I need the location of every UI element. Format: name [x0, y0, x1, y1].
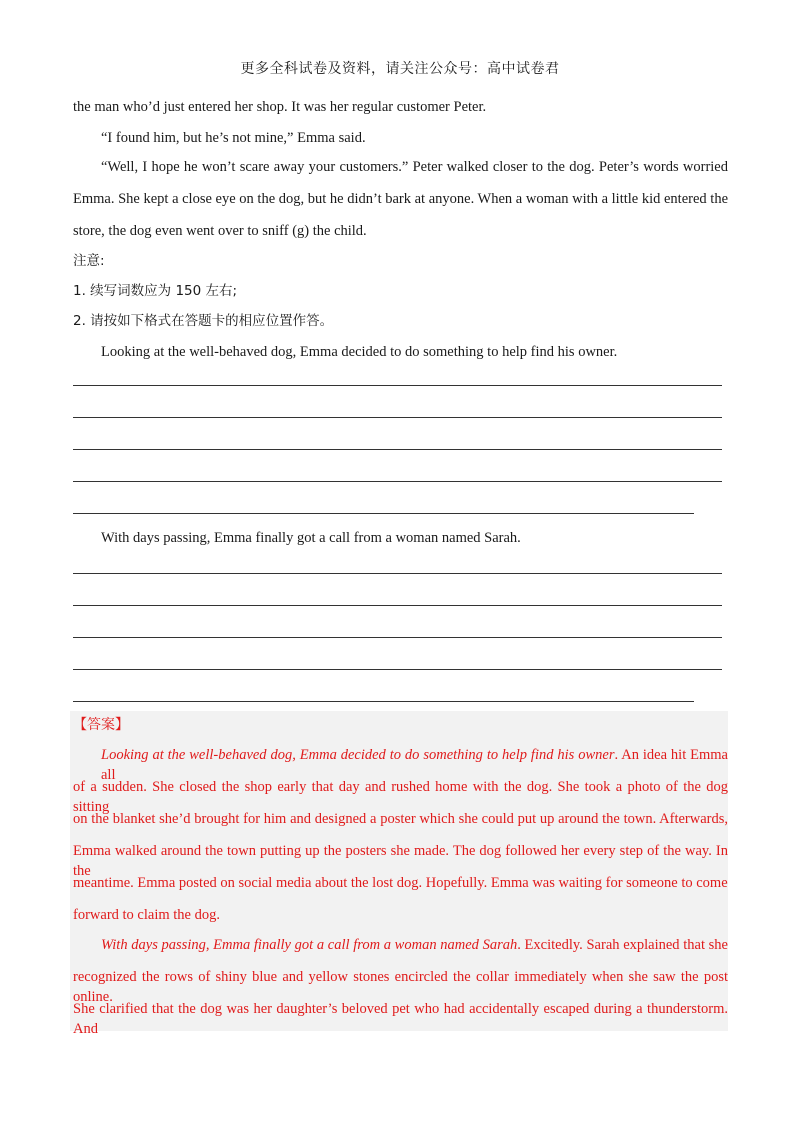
answer-line-text: on the blanket she’d brought for him and designed a poster which she could put up around the town. Afterwards,: [73, 811, 728, 827]
notes-item: 2. 请按如下格式在答题卡的相应位置作答。: [73, 313, 334, 329]
answer-label: 【答案】: [73, 717, 129, 733]
answer-line-text: [101, 935, 728, 955]
passage-line: “I found him, but he’s not mine,” Emma said.: [101, 130, 366, 146]
answer-line: [73, 573, 722, 574]
answer-line-text: of a sudden. She closed the shop early that day and rushed home with the dog. She took a photo of the dog sitting: [73, 779, 728, 815]
notes-item: 1. 续写词数应为 150 左右;: [73, 283, 238, 299]
answer-line-text: recognized the rows of shiny blue and yellow stones encircled the collar immediately when she saw the post online.: [73, 969, 728, 1005]
passage-line: Emma. She kept a close eye on the dog, but he didn’t bark at anyone. When a woman with a little kid entered the: [73, 191, 728, 207]
prompt-paragraph-2: With days passing, Emma finally got a call from a woman named Sarah.: [101, 530, 521, 546]
answer-text: . An idea hit Emma all: [101, 747, 728, 783]
answer-line: [73, 701, 694, 702]
answer-line: [73, 637, 722, 638]
answer-line: [73, 513, 694, 514]
passage-line: the man who’d just entered her shop. It was her regular customer Peter.: [73, 99, 487, 115]
answer-line: [73, 669, 722, 670]
passage-line: store, the dog even went over to sniff (g) the child.: [73, 223, 367, 239]
answer-line-text: She clarified that the dog was her daughter’s beloved pet who had accidentally escaped during a thunderstorm. And: [73, 1001, 728, 1037]
answer-prompt-italic: Looking at the well-behaved dog, Emma decided to do something to help find his owner: [101, 747, 615, 763]
page-header: 更多全科试卷及资料，请关注公众号：高中试卷君: [240, 61, 560, 77]
answer-line: [73, 605, 722, 606]
answer-line-text: forward to claim the dog.: [73, 907, 220, 923]
answer-line: [73, 417, 722, 418]
answer-prompt-italic: With days passing, Emma finally got a call from a woman named Sarah: [101, 937, 518, 953]
answer-line-text: Emma walked around the town putting up the posters she made. The dog followed her every step of the way. In the: [73, 843, 728, 879]
answer-line: [73, 385, 722, 386]
passage-line: “Well, I hope he won’t scare away your customers.” Peter walked closer to the dog. Peter’s words worried: [101, 159, 728, 175]
answer-line: [73, 449, 722, 450]
notes-title: 注意:: [73, 253, 105, 269]
answer-line-text: meantime. Emma posted on social media about the lost dog. Hopefully. Emma was waiting for someone to come: [73, 875, 728, 891]
answer-text: . Excitedly. Sarah explained that she: [517, 937, 728, 953]
answer-line: [73, 481, 722, 482]
prompt-paragraph-1: Looking at the well-behaved dog, Emma decided to do something to help find his owner.: [101, 344, 618, 360]
